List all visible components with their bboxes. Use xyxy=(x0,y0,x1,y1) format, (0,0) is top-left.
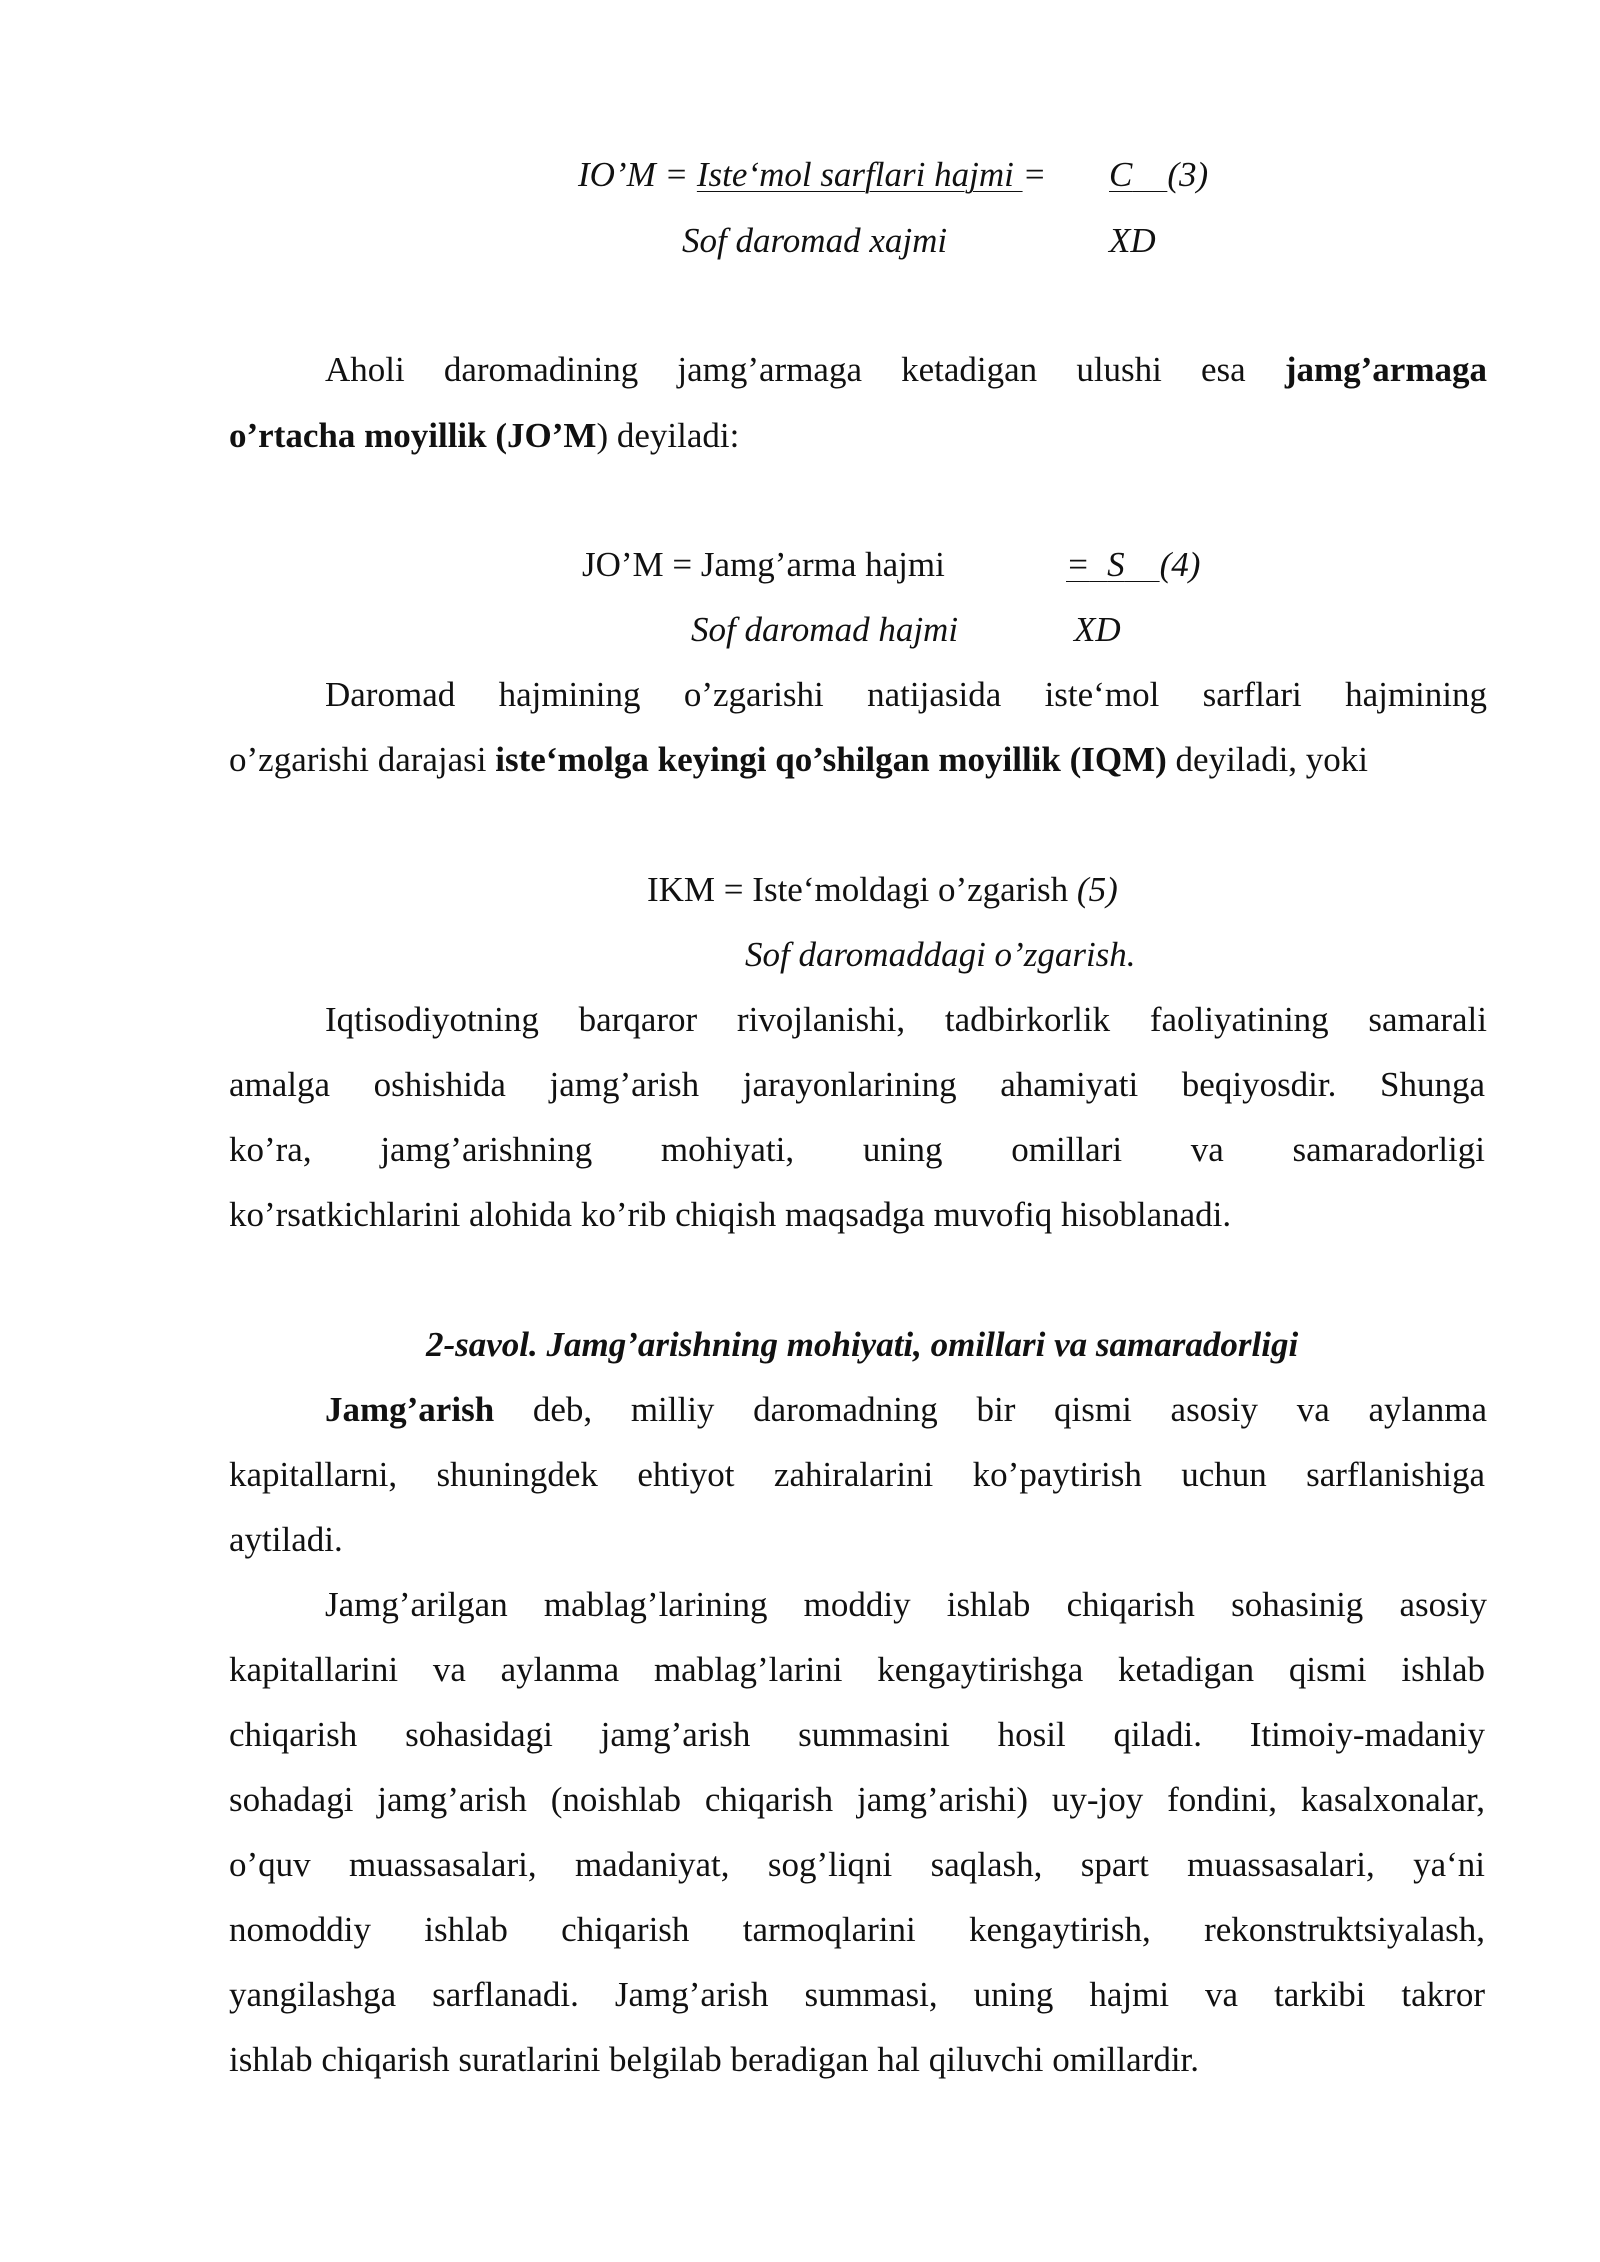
formula-3-lhs: IO’M = xyxy=(578,155,697,194)
formula-5-denominator: Sof daromaddagi o’zgarish. xyxy=(745,935,1136,974)
formula-5-lhs: IKM = Iste‘moldagi o’zgarish xyxy=(647,870,1077,909)
section-heading: 2-savol. Jamg’arishning mohiyati, omillari va samaradorligi xyxy=(426,1325,1299,1364)
paragraph-1-term: jamg’armaga xyxy=(1284,350,1487,389)
formula-4-symbol-s: S xyxy=(1107,545,1125,584)
paragraph-1-text-2: ) deyiladi: xyxy=(596,416,740,455)
paragraph-1-line-1 xyxy=(325,347,1487,393)
paragraph-5-line-1: Jamg’arilgan mablag’larining moddiy ishlab chiqarish sohasinig asosiy xyxy=(325,1585,1487,1624)
paragraph-5-line-7: yangilashga sarflanadi. Jamg’arish summasi, uning hajmi va tarkibi takror xyxy=(229,1975,1485,2014)
paragraph-5-line-5: o’quv muassasalari, madaniyat, sog’liqni saqlash, spart muassasalari, ya‘ni xyxy=(229,1845,1485,1884)
paragraph-5-line-3: chiqarish sohasidagi jamg’arish summasini hosil qiladi. Itimoiy-madaniy xyxy=(229,1715,1485,1754)
formula-3-symbol xyxy=(1109,152,1208,198)
formula-4-symbol-den: XD xyxy=(1074,610,1121,649)
paragraph-5-line-6: nomoddiy ishlab chiqarish tarmoqlarini kengaytirish, rekonstruktsiyalash, xyxy=(229,1910,1485,1949)
paragraph-4-line-1 xyxy=(325,1387,1487,1433)
paragraph-1-term-2: o’rtacha moyillik (JO’M xyxy=(229,416,597,455)
paragraph-2-term: iste‘molga keyingi qo’shilgan moyillik (IQM) xyxy=(495,740,1167,779)
formula-5-number: (5) xyxy=(1076,870,1118,909)
paragraph-3-line-2: amalga oshishida jamg’arish jarayonlarining ahamiyati beqiyosdir. Shunga xyxy=(229,1065,1485,1104)
paragraph-5-line-4: sohadagi jamg’arish (noishlab chiqarish jamg’arishi) uy-joy fondini, kasalxonalar, xyxy=(229,1780,1485,1819)
formula-4-symbol xyxy=(1066,542,1200,588)
paragraph-2-text-post: deyiladi, yoki xyxy=(1166,740,1369,779)
paragraph-2-text-pre: o’zgarishi darajasi xyxy=(229,740,496,779)
paragraph-2-line-1: Daromad hajmining o’zgarishi natijasida iste‘mol sarflari hajmining xyxy=(325,675,1487,714)
formula-3-denominator: Sof daromad xajmi xyxy=(682,221,948,260)
formula-3-symbol-den: XD xyxy=(1109,221,1156,260)
paragraph-4-line-3: aytiladi. xyxy=(229,1520,343,1559)
paragraph-1-line-2 xyxy=(229,413,739,459)
formula-4-equals: = xyxy=(1066,545,1090,584)
paragraph-4-term: Jamg’arish xyxy=(325,1390,495,1429)
formula-4-lhs: JO’M = Jamg’arma hajmi xyxy=(582,545,945,584)
formula-3-number: (3) xyxy=(1167,155,1209,194)
paragraph-2-line-2 xyxy=(229,737,1368,783)
paragraph-4-text: deb, milliy daromadning bir qismi asosiy va aylanma xyxy=(494,1390,1487,1429)
formula-3-equals: = xyxy=(1022,155,1047,194)
formula-4-number: (4) xyxy=(1159,545,1201,584)
paragraph-3-line-1: Iqtisodiyotning barqaror rivojlanishi, tadbirkorlik faoliyatining samarali xyxy=(325,1000,1487,1039)
formula-3-numerator: Iste‘mol sarflari hajmi xyxy=(696,155,1023,194)
formula-3-symbol-c: C xyxy=(1109,155,1133,194)
paragraph-3-line-4: ko’rsatkichlarini alohida ko’rib chiqish maqsadga muvofiq hisoblanadi. xyxy=(229,1195,1232,1234)
formula-3-numerator-line xyxy=(578,152,1046,198)
paragraph-5-line-2: kapitallarini va aylanma mablag’larini kengaytirishga ketadigan qismi ishlab xyxy=(229,1650,1485,1689)
formula-4-denominator: Sof daromad hajmi xyxy=(691,610,959,649)
formula-5-line xyxy=(647,867,1118,913)
paragraph-4-line-2: kapitallarni, shuningdek ehtiyot zahiralarini ko’paytirish uchun sarflanishiga xyxy=(229,1455,1485,1494)
paragraph-3-line-3: ko’ra, jamg’arishning mohiyati, uning omillari va samaradorligi xyxy=(229,1130,1485,1169)
paragraph-5-line-8: ishlab chiqarish suratlarini belgilab beradigan hal qiluvchi omillardir. xyxy=(229,2040,1200,2079)
paragraph-1-text: Aholi daromadining jamg’armaga ketadigan ulushi esa xyxy=(325,350,1285,389)
